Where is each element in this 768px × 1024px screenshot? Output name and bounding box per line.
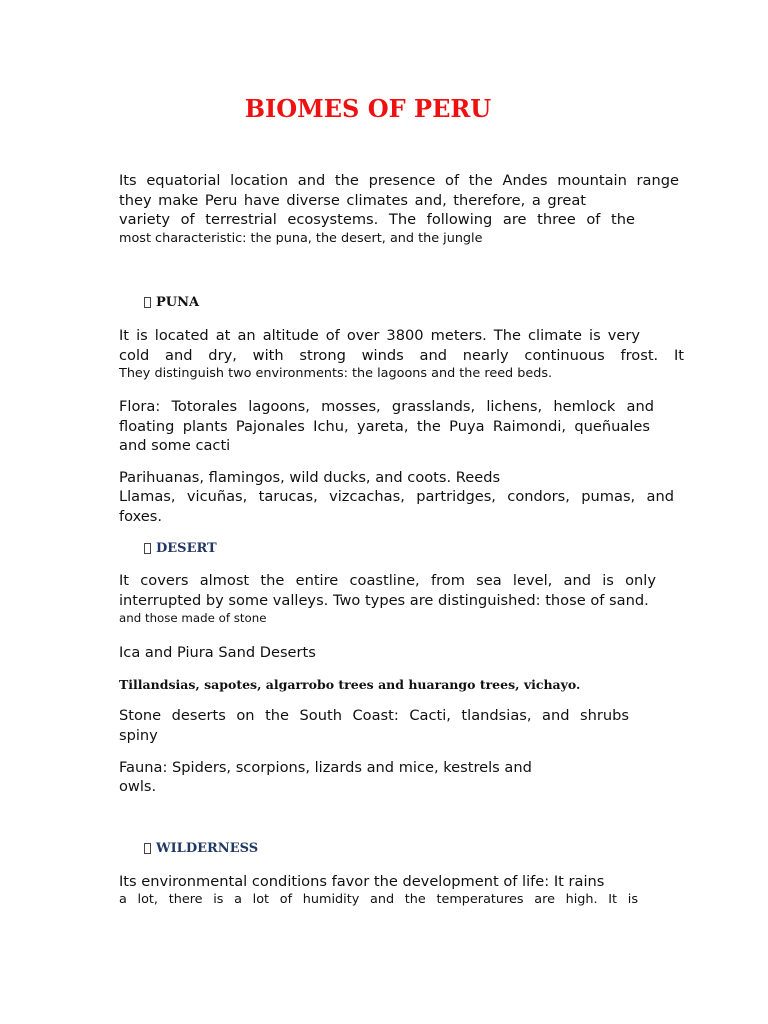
puna-flora-line: Flora: Totorales lagoons, mosses, grasslands, lichens, hemlock and [119,398,654,415]
desert-fauna-line: owls. [119,778,157,795]
desert-sand-line: Ica and Piura Sand Deserts [119,644,316,661]
puna-fauna-line: Llamas, vicuñas, tarucas, vizcachas, partridges, condors, pumas, and [119,488,674,505]
missing-glyph-icon [144,297,151,308]
desert-fauna-line: Fauna: Spiders, scorpions, lizards and mice, kestrels and [119,759,532,776]
desert-line: and those made of stone [119,611,267,625]
wilderness-line: Its environmental conditions favor the development of life: It rains [119,873,605,890]
puna-flora-line: floating plants Pajonales Ichu, yareta, the Puya Raimondi, queñuales [119,418,650,435]
intro-line: variety of terrestrial ecosystems. The following are three of the [119,211,635,228]
intro-line: they make Peru have diverse climates and, therefore, a great [119,192,586,209]
page-title: BIOMES OF PERU [244,94,492,123]
section-heading-wilderness [144,841,258,856]
section-heading-puna [144,295,199,310]
desert-stone-line: Stone deserts on the South Coast: Cacti, tlandsias, and shrubs [119,707,629,724]
puna-fauna-line: Parihuanas, flamingos, wild ducks, and coots. Reeds [119,469,501,486]
section-heading-label: DESERT [156,541,217,556]
section-heading-label: PUNA [156,295,200,310]
desert-sand-flora-line: Tillandsias, sapotes, algarrobo trees and huarango trees, vichayo. [119,677,581,692]
puna-line: cold and dry, with strong winds and nearly continuous frost. It [119,347,684,364]
section-heading-label: WILDERNESS [156,841,259,856]
desert-line: It covers almost the entire coastline, from sea level, and is only [119,572,656,589]
intro-line: most characteristic: the puna, the desert, and the jungle [119,231,483,246]
wilderness-line: a lot, there is a lot of humidity and the temperatures are high. It is [119,892,638,907]
desert-stone-line: spiny [119,727,158,744]
intro-line: Its equatorial location and the presence of the Andes mountain range [119,172,679,189]
section-heading-desert [144,541,217,556]
missing-glyph-icon [144,843,151,854]
puna-flora-line: and some cacti [119,437,231,454]
missing-glyph-icon [144,543,151,554]
puna-line: It is located at an altitude of over 3800 meters. The climate is very [119,327,640,344]
puna-fauna-line: foxes. [119,508,163,525]
puna-line: They distinguish two environments: the lagoons and the reed beds. [119,366,553,381]
desert-line: interrupted by some valleys. Two types are distinguished: those of sand. [119,592,649,609]
